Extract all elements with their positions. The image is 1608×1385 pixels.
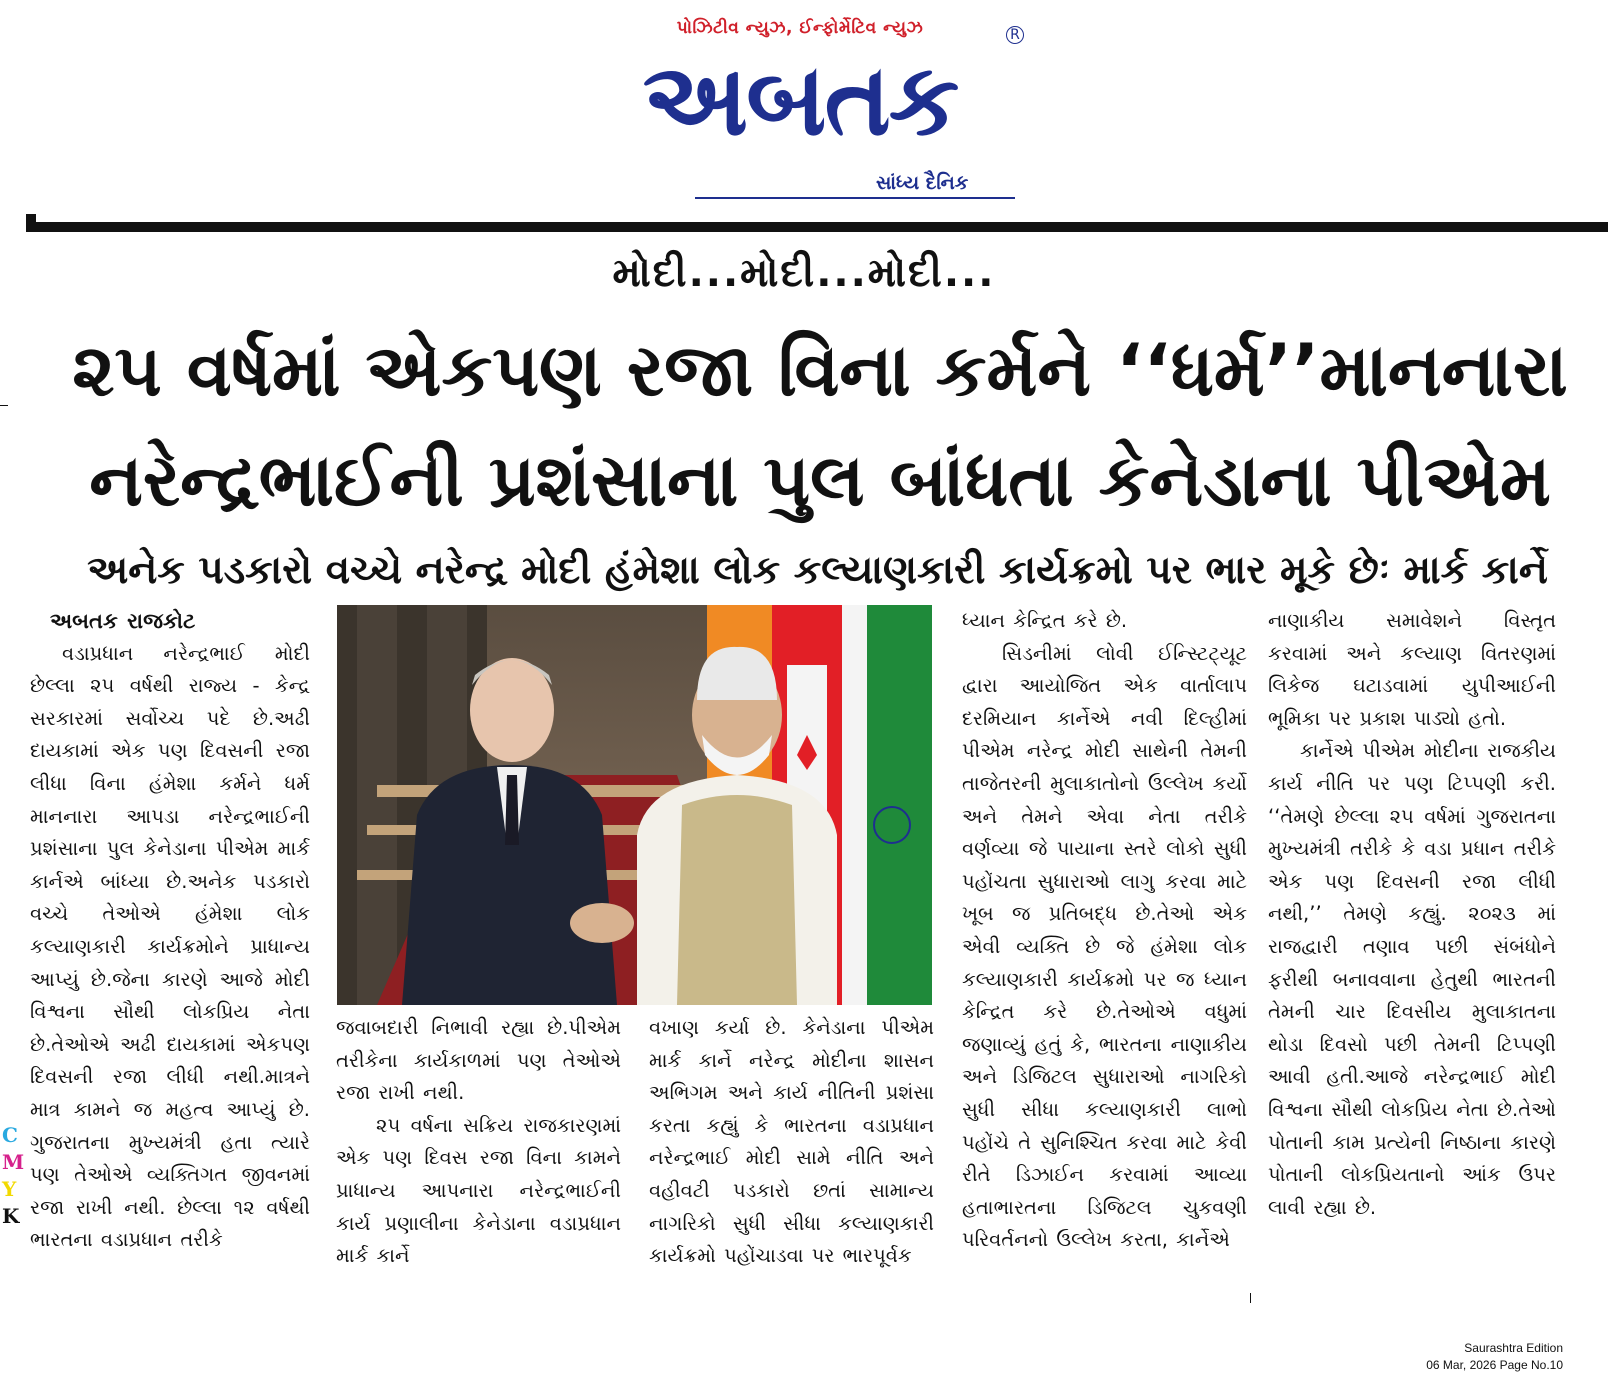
column-5-paragraph-2: કાર્નેએ પીએમ મોદીના રાજકીય કાર્ય નીતિ પર પણ ટિપ્પણી કરી. ‘‘તેમણે છેલ્લા ૨૫ વર્ષમાં ગુજરાતના મુખ્યમંત્રી તરીકે કે વડા પ્રધાન તરીકે એક પણ દિવસની રજા લીધી નથી,’’ તેમણે કહ્યું. ૨૦૨૩ માં રાજદ્વારી તણાવ પછી સંબંધોને ફરીથી બનાવવાના હેતુથી ભારતની તેમની ચાર દિવસીય મુલાકાતના થોડા દિવસો પછી તેમની ટિપ્પણી આવી હતી.આજે નરેન્દ્રભાઈ મોદી વિશ્વના સૌથી લોકપ્રિય નેતા છે.તેઓ પોતાની કામ પ્રત્યેની નિષ્ઠાના કારણે પોતાની લોકપ્રિયતાનો આંક ઉપર લાવી રહ્યા છે. bbox=[1268, 739, 1556, 1219]
masthead-rule bbox=[695, 197, 1015, 199]
column-3-paragraph-1: વખાણ કર્યા છે. કેનેડાના પીએમ માર્ક કાર્ને નરેન્દ્ર મોદીના શાસન અભિગમ અને કાર્ય નીતિની પ્રશંસા કરતા કહ્યું કે ભારતના વડાપ્રધાન નરેન્દ્રભાઈ મોદી સામે નીતિ અને વહીવટી પડકારો છતાં સામાન્ય નાગરિકો સુધી સીધા કલ્યાણકારી કાર્યક્રમો પહોંચાડવા પર ભારપૂર્વક bbox=[649, 1016, 934, 1268]
headline-line-2: નરેન્દ્રભાઈની પ્રશંસાના પુલ બાંધતા કેનેડાના પીએમ bbox=[89, 438, 1551, 522]
masthead bbox=[0, 0, 1608, 215]
edition-name: Saurashtra Edition bbox=[1464, 1341, 1563, 1355]
cmyk-black: K bbox=[2, 1204, 20, 1228]
column-5-paragraph-1: નાણાકીય સમાવેશને વિસ્તૃત કરવામાં અને કલ્યાણ વિતરણમાં લિકેજ ઘટાડવામાં યુપીઆઈની ભૂમિકા પર પ્રકાશ પાડ્યો હતો. bbox=[1268, 609, 1556, 730]
article-column-2 bbox=[336, 1012, 621, 1273]
bottom-crop-tick bbox=[1250, 1293, 1251, 1303]
article-column-5 bbox=[1268, 605, 1556, 1224]
article-kicker: મોદી...મોદી...મોદી... bbox=[612, 250, 996, 296]
cmyk-registration-marks bbox=[2, 1122, 24, 1230]
article-subheadline: અનેક પડકારો વચ્ચે નરેન્દ્ર મોદી હંમેશા લોક કલ્યાણકારી કાર્યક્રમો પર ભાર મૂકે છેઃ માર્ક કાર્ને bbox=[87, 548, 1548, 593]
cmyk-magenta: M bbox=[2, 1150, 25, 1174]
article-column-4 bbox=[962, 605, 1247, 1257]
masthead-subtitle: સાંધ્ય દૈનિક bbox=[876, 172, 969, 194]
column-2-paragraph-2: ૨૫ વર્ષના સક્રિય રાજકારણમાં એક પણ દિવસ રજા વિના કામને પ્રાધાન્ય આપનારા નરેન્દ્રભાઈની કાર્ય પ્રણાલીના કેનેડાના વડાપ્રધાન માર્ક કાર્ને bbox=[336, 1113, 621, 1268]
headline-line-1: ૨૫ વર્ષમાં એકપણ રજા વિના કર્મને ‘‘ધર્મ’’માનનારા bbox=[72, 328, 1568, 412]
column-1-paragraph-1: વડાપ્રધાન નરેન્દ્રભાઈ મોદી છેલ્લા ૨૫ વર્ષથી રાજ્ય - કેન્દ્ર સરકારમાં સર્વોચ્ચ પદે છે.અઢી દાયકામાં એક પણ દિવસની રજા લીધા વિના હંમેશા કર્મને ધર્મ માનનારા આપડા નરેન્દ્રભાઈની પ્રશંસાના પુલ કેનેડાના પીએમ માર્ક કાર્નએ બાંધ્યા છે.અનેક પડકારો વચ્ચે તેઓએ હંમેશા લોક કલ્યાણકારી કાર્યક્રમોને પ્રાધાન્ય આપ્યું છે.જેના કારણે આજે મોદી વિશ્વના સૌથી લોકપ્રિય નેતા છે.તેઓએ અઢી દાયકામાં એકપણ દિવસની રજા લીધી નથી.માત્રને માત્ર કામને જ મહત્વ આપ્યું છે. ગુજરાતના મુખ્યમંત્રી હતા ત્યારે પણ તેઓએ વ્યક્તિગત જીવનમાં રજા રાખી નથી. છેલ્લા ૧૨ વર્ષથી ભારતના વડાપ્રધાન તરીકે bbox=[30, 641, 310, 1252]
edition-info bbox=[1426, 1340, 1563, 1374]
article-column-1 bbox=[30, 605, 310, 1257]
cmyk-cyan: C bbox=[2, 1123, 18, 1147]
article-byline: અબતક રાજકોટ bbox=[50, 609, 196, 633]
column-2-paragraph-1: જવાબદારી નિભાવી રહ્યા છે.પીએમ તરીકેના કાર્યકાળમાં પણ તેઓએ રજા રાખી નથી. bbox=[336, 1016, 621, 1105]
page-top-rule bbox=[26, 222, 1608, 232]
masthead-tagline: પોઝિટીવ ન્યુઝ, ઈન્ફોર્મેટિવ ન્યુઝ bbox=[676, 18, 924, 38]
left-margin-tick bbox=[0, 405, 8, 406]
newspaper-logo: અબતક bbox=[642, 41, 958, 158]
registered-mark: R bbox=[1006, 26, 1024, 44]
handshake-photo-illustration bbox=[337, 605, 932, 1005]
column-4-paragraph-2: સિડનીમાં લોવી ઈન્સ્ટિટ્યૂટ દ્વારા આયોજિત એક વાર્તાલાપ દરમિયાન કાર્નેએ નવી દિલ્હીમાં પીએમ નરેન્દ્ર મોદી સાથેની તેમની તાજેતરની મુલાકાતોનો ઉલ્લેખ કર્યો અને તેમને એવા નેતા તરીકે વર્ણવ્યા જે પાયાના સ્તરે લોકો સુધી પહોંચતા સુધારાઓ લાગુ કરવા માટે ખૂબ જ પ્રતિબદ્ધ છે.તેઓ એક એવી વ્યક્તિ છે જે હંમેશા લોક કલ્યાણકારી કાર્યક્રમો પર જ ધ્યાન કેન્દ્રિત કરે છે.તેઓએ વધુમાં જણાવ્યું હતું કે, ભારતના નાણાકીય અને ડિજિટલ સુધારાઓ નાગરિકો સુધી સીધા કલ્યાણકારી લાભો પહોંચે તે સુનિશ્ચિત કરવા માટે કેવી રીતે ડિઝાઈન કરવામાં આવ્યા હતાભારતના ડિજિટલ ચુકવણી પરિવર્તનનો ઉલ્લેખ કરતા, કાર્નેએ bbox=[962, 641, 1247, 1252]
column-4-paragraph-1: ધ્યાન કેન્દ્રિત કરે છે. bbox=[962, 609, 1128, 632]
cmyk-yellow: Y bbox=[2, 1177, 17, 1201]
edition-date-page: 06 Mar, 2026 Page No.10 bbox=[1426, 1358, 1563, 1372]
article-photo bbox=[337, 605, 932, 1005]
article-column-3 bbox=[649, 1012, 934, 1273]
